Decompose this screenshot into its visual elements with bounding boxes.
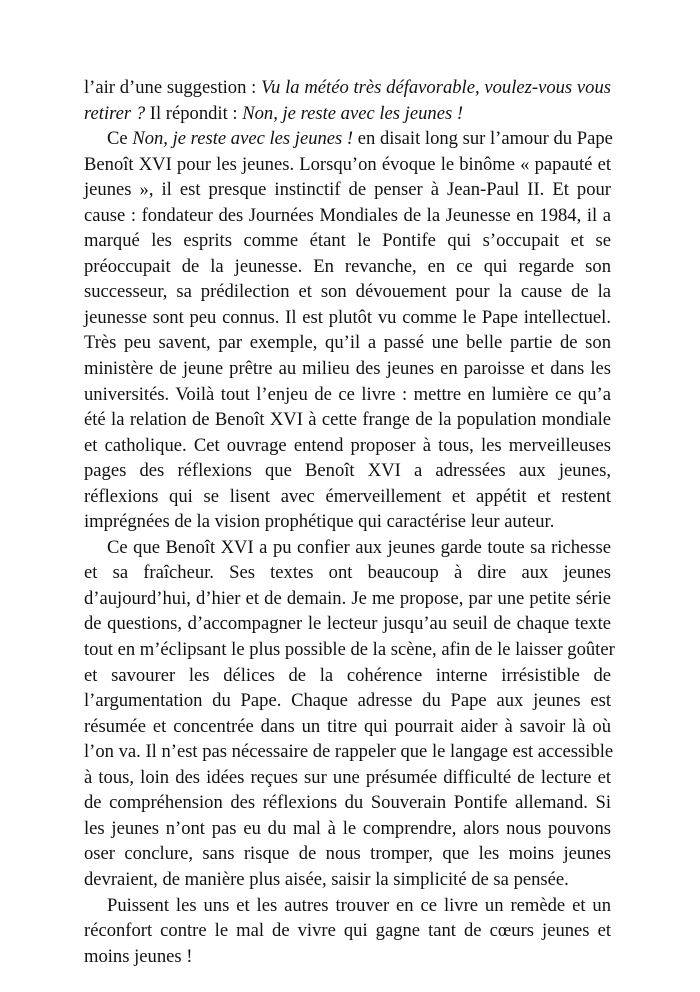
- text-line: [84, 101, 611, 127]
- text-line: [84, 867, 611, 893]
- document-page: [84, 75, 615, 969]
- text-run: ministère de jeune prêtre au milieu des jeunes en paroisse et dans les: [84, 358, 611, 380]
- paragraph: [84, 75, 611, 126]
- text-run: moins jeunes !: [84, 945, 193, 967]
- text-run: l’air d’une suggestion :: [84, 77, 262, 98]
- text-line: [84, 330, 611, 356]
- text-line: [84, 560, 611, 586]
- text-line: [84, 714, 611, 740]
- text-line: [84, 535, 611, 561]
- text-run: à tous, loin des idées reçues sur une présumée difficulté de lecture et: [84, 766, 611, 788]
- text-line: [84, 663, 611, 689]
- text-line: [84, 382, 611, 408]
- text-run: de questions, d’accompagner le lecteur jusqu’au seuil de chaque texte: [84, 613, 611, 635]
- text-line: [84, 586, 611, 612]
- text-run: et sa fraîcheur. Ses textes ont beaucoup à dire aux jeunes: [84, 562, 611, 584]
- text-line: [84, 152, 611, 178]
- text-run: cause : fondateur des Journées Mondiales de la Jeunesse en 1984, il a: [84, 204, 611, 226]
- text-run: et savourer les délices de la cohérence interne irrésistible de: [84, 664, 611, 686]
- italic-text: retirer ?: [84, 102, 146, 124]
- text-run: Il répondit :: [145, 102, 243, 124]
- text-run: imprégnées de la vision prophétique qui caractérise leur auteur.: [84, 511, 555, 533]
- text-run: et catholique. Cet ouvrage entend proposer à tous, les merveilleuses: [84, 434, 611, 456]
- text-run: Ce: [107, 128, 133, 150]
- text-run: en disait long sur l’amour du Pape: [353, 128, 613, 150]
- text-line: [84, 279, 611, 305]
- text-run: été la relation de Benoît XVI à cette frange de la population mondiale: [84, 409, 611, 431]
- text-line: [84, 816, 611, 842]
- text-line: [84, 407, 611, 433]
- text-line: [84, 918, 611, 944]
- text-run: Puissent les uns et les autres trouver en ce livre un remède et un: [107, 894, 611, 916]
- paragraph: [84, 535, 615, 893]
- text-run: l’argumentation du Pape. Chaque adresse du Pape aux jeunes est: [84, 690, 611, 712]
- text-line: [84, 126, 611, 152]
- paragraph: [84, 893, 611, 970]
- text-run: universités. Voilà tout l’enjeu de ce livre : mettre en lumière ce qu’a: [84, 383, 611, 405]
- text-run: jeunes », il est presque instinctif de penser à Jean-Paul II. Et pour: [84, 179, 611, 201]
- italic-text: Vu la météo très défavorable, voulez-vous vous: [261, 77, 612, 98]
- text-line: [84, 739, 614, 765]
- paragraph: [84, 126, 611, 535]
- text-line: [84, 841, 611, 867]
- text-run: successeur, sa prédilection et son dévouement pour la cause de la: [84, 281, 611, 303]
- text-run: Ce que Benoît XVI a pu confier aux jeunes garde toute sa richesse: [107, 536, 611, 558]
- italic-text: Non, je reste avec les jeunes !: [242, 102, 464, 124]
- text-run: jeunesse sont peu connus. Il est plutôt vu comme le Pape intellectuel.: [84, 306, 611, 328]
- text-run: devraient, de manière plus aisée, saisir la simplicité de sa pensée.: [84, 868, 569, 890]
- text-line: [84, 637, 615, 663]
- text-line: [84, 75, 611, 101]
- text-line: [84, 484, 611, 510]
- text-run: résumée et concentrée dans un titre qui pourrait aider à savoir là où: [84, 715, 611, 737]
- text-line: [84, 433, 611, 459]
- text-line: [84, 509, 611, 535]
- text-line: [84, 790, 611, 816]
- text-line: [84, 254, 611, 280]
- text-line: [84, 228, 611, 254]
- text-run: les jeunes n’ont pas eu du mal à le comprendre, alors nous pouvons: [84, 817, 611, 839]
- text-line: [84, 765, 611, 791]
- italic-text: Non, je reste avec les jeunes !: [132, 128, 354, 150]
- text-run: Très peu savent, par exemple, qu’il a passé une belle partie de son: [84, 332, 611, 354]
- text-run: réflexions qui se lisent avec émerveillement et appétit et restent: [84, 485, 611, 507]
- text-line: [84, 177, 611, 203]
- text-run: Benoît XVI pour les jeunes. Lorsqu’on évoque le binôme « papauté et: [84, 153, 611, 175]
- text-run: oser conclure, sans risque de nous tromper, que les moins jeunes: [84, 843, 611, 865]
- text-run: marqué les esprits comme étant le Pontife qui s’occupait et se: [84, 230, 611, 252]
- text-line: [84, 305, 611, 331]
- text-line: [84, 688, 611, 714]
- text-run: d’aujourd’hui, d’hier et de demain. Je me propose, par une petite série: [84, 587, 611, 609]
- text-run: tout en m’éclipsant le plus possible de la scène, afin de le laisser goûter: [84, 639, 615, 661]
- text-line: [84, 356, 611, 382]
- text-line: [84, 944, 611, 970]
- text-run: de compréhension des réflexions du Souverain Pontife allemand. Si: [84, 792, 611, 814]
- text-line: [84, 458, 611, 484]
- text-run: l’on va. Il n’est pas nécessaire de rappeler que le langage est accessible: [84, 741, 614, 763]
- text-line: [84, 611, 611, 637]
- text-run: pages des réflexions que Benoît XVI a adressées aux jeunes,: [84, 460, 611, 482]
- text-run: réconfort contre le mal de vivre qui gagne tant de cœurs jeunes et: [84, 920, 611, 942]
- text-run: préoccupait de la jeunesse. En revanche, en ce qui regarde son: [84, 255, 611, 277]
- text-line: [84, 893, 611, 919]
- text-line: [84, 203, 611, 229]
